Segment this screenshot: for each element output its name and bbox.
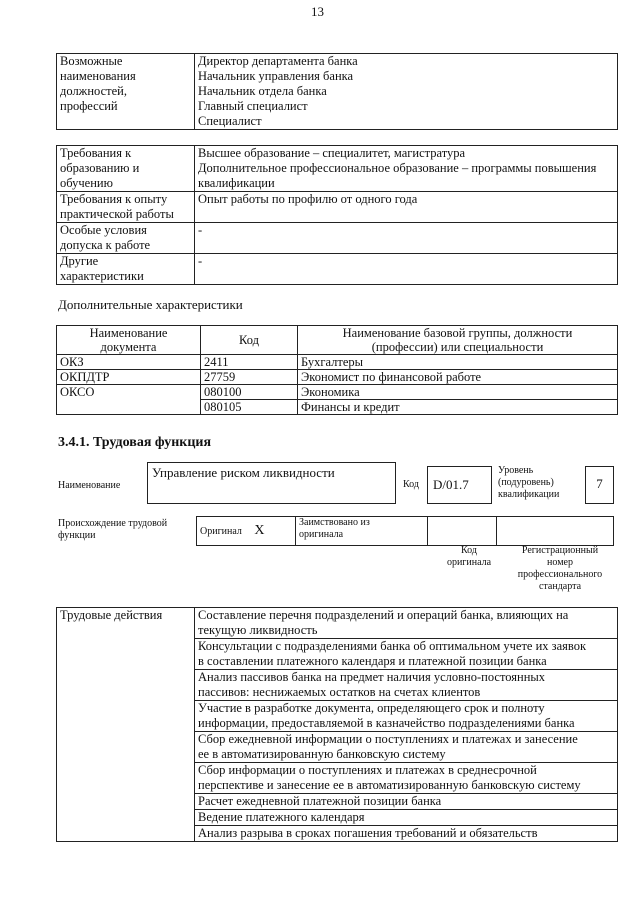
item-line: ее в автоматизированную банковскую систему	[198, 747, 446, 761]
labor-action-item	[195, 826, 618, 842]
header-line: (профессии) или специальности	[371, 340, 544, 354]
caption-line: номер	[547, 557, 573, 568]
origin-original-cell	[197, 517, 296, 546]
item-line: Анализ разрыва в сроках погашения требований и обязательств	[198, 826, 538, 840]
cell-name: Экономист по финансовой работе	[298, 370, 618, 385]
labor-action-item	[195, 670, 618, 701]
requirement-row	[57, 146, 618, 192]
label-line: практической работы	[60, 207, 174, 221]
header-line: Наименование	[89, 326, 168, 340]
item-line: Консультации с подразделениями банка об оптимальном учете их заявок	[198, 639, 587, 653]
position-item: Начальник отдела банка	[198, 84, 327, 98]
origin-reg-caption	[505, 545, 615, 593]
label-line: Особые условия	[60, 223, 147, 237]
header-name	[298, 326, 618, 355]
origin-code-cell	[428, 517, 497, 546]
value-line: Дополнительное профессиональное образование – программы повышения	[198, 161, 597, 175]
header-document	[57, 326, 201, 355]
value-line: Опыт работы по профилю от одного года	[198, 192, 418, 206]
item-line: Сбор информации о поступлениях и платежах в среднесрочной	[198, 763, 537, 777]
requirement-row	[57, 223, 618, 254]
requirement-value	[195, 254, 618, 285]
function-level-value: 7	[596, 476, 603, 491]
labor-actions-table	[56, 607, 618, 842]
cell-code: 080100	[201, 385, 298, 400]
value-line: квалификации	[198, 176, 275, 190]
item-line: перспективе и занесение ее в автоматизированную банковскую систему	[198, 778, 581, 792]
label-line: должностей,	[60, 84, 127, 98]
labor-actions-label: Трудовые действия	[57, 608, 195, 842]
header-line: Наименование базовой группы, должности	[342, 326, 573, 340]
item-line: Анализ пассивов банка на предмет наличия условно-постоянных	[198, 670, 546, 684]
cell-name: Экономика	[298, 385, 618, 400]
cell-code: 080105	[201, 400, 298, 415]
label-line: Заимствовано из	[299, 517, 370, 528]
label-line: Уровень	[498, 465, 534, 476]
item-line: Сбор ежедневной информации о поступлениях и платежах и занесение	[198, 732, 578, 746]
caption-line: стандарта	[538, 581, 582, 592]
label-line: Происхождение трудовой	[58, 518, 168, 529]
requirement-label	[57, 223, 195, 254]
cell-doc: ОКЗ	[57, 355, 201, 370]
label-line: (подуровень)	[498, 477, 554, 488]
additional-table	[56, 325, 618, 415]
label-line: образованию и	[60, 161, 140, 175]
requirement-row	[57, 254, 618, 285]
label-line: профессий	[60, 99, 118, 113]
label-line: наименования	[60, 69, 136, 83]
requirement-value	[195, 146, 618, 192]
item-line: пассивов: неснижаемых остатков на счетах клиентов	[198, 685, 481, 699]
labor-action-item	[195, 701, 618, 732]
requirement-label	[57, 254, 195, 285]
caption-line: оригинала	[446, 557, 492, 568]
origin-table	[196, 516, 614, 546]
labor-action-item	[195, 639, 618, 670]
caption-line: профессионального	[517, 569, 603, 580]
labor-action-item	[195, 763, 618, 794]
original-label: Оригинал	[200, 526, 242, 537]
labor-action-item	[195, 794, 618, 810]
position-item: Специалист	[198, 114, 262, 128]
origin-code-caption	[437, 545, 501, 569]
requirement-value	[195, 223, 618, 254]
item-line: Ведение платежного календаря	[198, 810, 365, 824]
item-line: Составление перечня подразделений и операций банка, влияющих на	[198, 608, 569, 622]
item-line: Расчет ежедневной платежной позиции банка	[198, 794, 442, 808]
item-line: в составлении платежного календаря и платежной позиции банка	[198, 654, 547, 668]
item-line: текущую ликвидность	[198, 623, 318, 637]
positions-values	[195, 54, 618, 130]
labor-action-item	[195, 732, 618, 763]
label-line: Требования к	[60, 146, 132, 160]
section-title: 3.4.1. Трудовая функция	[58, 435, 212, 450]
header-code	[201, 326, 298, 355]
label-line: допуска к работе	[60, 238, 151, 252]
labor-action-item	[195, 810, 618, 826]
value-line: -	[198, 254, 203, 268]
additional-title: Дополнительные характеристики	[58, 297, 243, 312]
function-code-box	[427, 466, 492, 504]
table-header-row	[57, 326, 618, 355]
origin-reg-cell	[497, 517, 614, 546]
position-item: Директор департамента банка	[198, 54, 358, 68]
table-row	[57, 385, 618, 400]
requirements-table	[56, 145, 618, 285]
function-level-label	[498, 465, 559, 501]
requirement-label	[57, 146, 195, 192]
label-line: оригинала	[299, 529, 344, 540]
caption-line: Регистрационный	[521, 545, 599, 556]
label-line: Требования к опыту	[60, 192, 168, 206]
table-row	[57, 608, 618, 639]
original-mark: X	[254, 523, 265, 538]
item-line: Участие в разработке документа, определяющего срок и полноту	[198, 701, 545, 715]
cell-code: 2411	[201, 355, 298, 370]
label-line: Возможные	[60, 54, 123, 68]
function-code-value: D/01.7	[433, 477, 469, 492]
header-line: Код	[239, 333, 259, 347]
cell-doc: ОКСО	[57, 385, 201, 415]
requirement-value	[195, 192, 618, 223]
position-item: Главный специалист	[198, 99, 308, 113]
item-line: информации, предоставляемой в казначейство подразделениями банка	[198, 716, 575, 730]
label-line: обучению	[60, 176, 113, 190]
function-code-label: Код	[403, 479, 419, 490]
page-number: 13	[311, 4, 324, 19]
labor-action-item	[195, 608, 618, 639]
origin-label	[58, 518, 167, 542]
cell-code: 27759	[201, 370, 298, 385]
label-line: характеристики	[60, 269, 144, 283]
positions-table	[56, 53, 618, 130]
position-item: Начальник управления банка	[198, 69, 354, 83]
requirement-row	[57, 192, 618, 223]
function-name-box	[147, 462, 396, 504]
label-line: функции	[58, 530, 96, 541]
table-row	[57, 355, 618, 370]
requirement-label	[57, 192, 195, 223]
function-name-value: Управление риском ликвидности	[152, 465, 335, 480]
value-line: Высшее образование – специалитет, магистратура	[198, 146, 466, 160]
cell-doc: ОКПДТР	[57, 370, 201, 385]
cell-name: Финансы и кредит	[298, 400, 618, 415]
cell-name: Бухгалтеры	[298, 355, 618, 370]
table-row	[57, 370, 618, 385]
function-name-label: Наименование	[58, 480, 121, 491]
header-line: документа	[100, 340, 157, 354]
value-line: -	[198, 223, 203, 237]
caption-line: Код	[461, 545, 477, 556]
label-line: квалификации	[498, 489, 560, 500]
origin-borrowed-cell	[296, 517, 428, 546]
positions-label	[57, 54, 195, 130]
function-level-box	[585, 466, 614, 504]
label-line: Другие	[60, 254, 99, 268]
